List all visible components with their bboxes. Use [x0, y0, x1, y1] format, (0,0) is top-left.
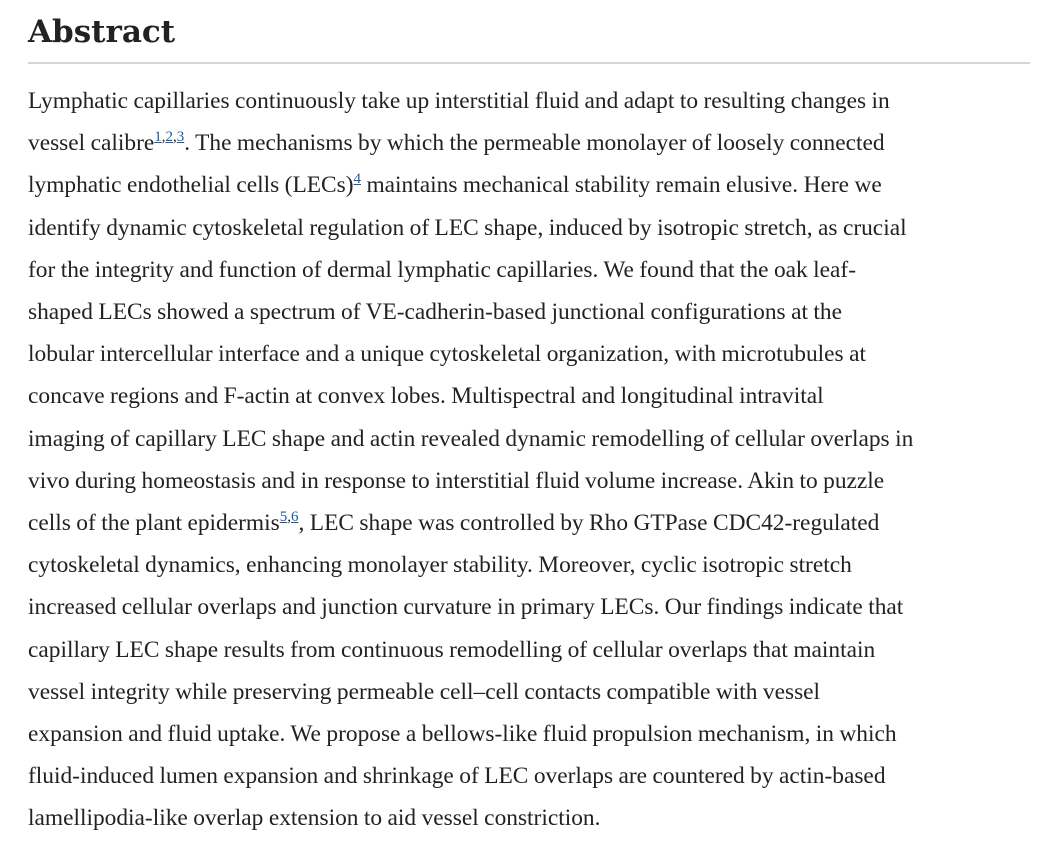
citation-group: 5,6 [279, 509, 299, 526]
abstract-text [28, 80, 1030, 840]
abstract-line: lobular intercellular interface and a unique cytoskeletal organization, with microtubules at [28, 341, 866, 368]
citation-link-1[interactable]: 1 [154, 129, 162, 146]
abstract-line: imaging of capillary LEC shape and actin revealed dynamic remodelling of cellular overlaps in [28, 425, 914, 452]
abstract-text-span: lymphatic endothelial cells (LECs) [28, 172, 354, 199]
abstract-text-span: . The mechanisms by which the permeable monolayer of loosely connected [184, 130, 885, 157]
abstract-line: for the integrity and function of dermal lymphatic capillaries. We found that the oak leaf- [28, 256, 857, 283]
abstract-line: concave regions and F-actin at convex lobes. Multispectral and longitudinal intravital [28, 383, 824, 410]
abstract-line: vivo during homeostasis and in response to interstitial fluid volume increase. Akin to puzzle [28, 467, 885, 494]
abstract-line: expansion and fluid uptake. We propose a bellows-like fluid propulsion mechanism, in which [28, 721, 897, 748]
abstract-line: shaped LECs showed a spectrum of VE-cadherin-based junctional configurations at the [28, 299, 842, 326]
abstract-line: Lymphatic capillaries continuously take up interstitial fluid and adapt to resulting changes in [28, 88, 890, 114]
abstract-line [28, 122, 1030, 164]
citation-link-5[interactable]: 5 [279, 509, 288, 526]
abstract-text-span: cells of the plant epidermis [28, 510, 280, 537]
abstract-line: vessel integrity while preserving permeable cell–cell contacts compatible with vessel [28, 678, 821, 705]
citation-link-2[interactable]: 2 [165, 129, 173, 146]
abstract-line: capillary LEC shape results from continuous remodelling of cellular overlaps that maintain [28, 636, 876, 663]
citation-link-3[interactable]: 3 [176, 129, 185, 146]
abstract-heading: Abstract [28, 10, 1030, 64]
abstract-line: lamellipodia-like overlap extension to aid vessel constriction. [28, 805, 601, 832]
abstract-text-span: vessel calibre [28, 130, 155, 157]
citation-group [354, 171, 362, 187]
abstract-line [28, 164, 1030, 206]
abstract-line: increased cellular overlaps and junction curvature in primary LECs. Our findings indicate that [28, 594, 904, 621]
abstract-text-span: maintains mechanical stability remain elusive. Here we [361, 172, 882, 199]
abstract-line [28, 502, 1030, 544]
abstract-text-span: , LEC shape was controlled by Rho GTPase CDC42-regulated [298, 510, 880, 537]
abstract-section [28, 10, 1030, 840]
citation-link-4[interactable]: 4 [353, 171, 362, 188]
citation-group: 1,2,3 [154, 129, 185, 146]
abstract-line: identify dynamic cytoskeletal regulation of LEC shape, induced by isotropic stretch, as crucial [28, 214, 907, 241]
citation-link-6[interactable]: 6 [290, 509, 299, 526]
abstract-line: fluid-induced lumen expansion and shrinkage of LEC overlaps are countered by actin-based [28, 763, 886, 790]
abstract-line: cytoskeletal dynamics, enhancing monolayer stability. Moreover, cyclic isotropic stretch [28, 552, 852, 579]
